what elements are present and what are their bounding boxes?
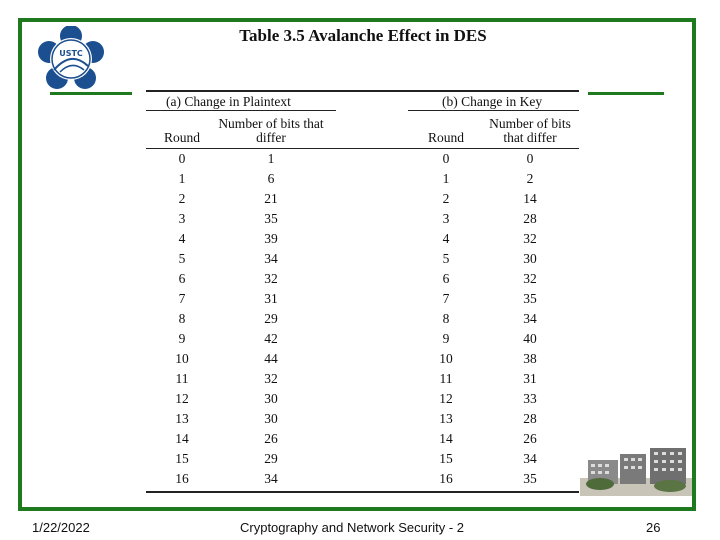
cell-round-b: 13 [439,411,453,426]
table-row [146,449,579,469]
cell-bits-a: 21 [264,191,278,206]
col-header-round-a: Round [163,130,200,145]
cell-bits-a: 1 [267,151,275,166]
column-header-row [146,111,579,148]
cell-round-a: 8 [178,311,186,326]
cell-bits-a: 30 [264,391,278,406]
cell-bits-b: 35 [523,291,537,306]
cell-round-a: 5 [178,251,186,266]
cell-round-b: 16 [439,471,453,486]
cell-bits-b: 31 [523,371,537,386]
cell-round-a: 13 [175,411,189,426]
cell-bits-a: 29 [264,311,278,326]
table-row [146,329,579,349]
cell-bits-b: 35 [523,471,537,486]
cell-bits-b: 34 [523,311,537,326]
cell-round-a: 4 [178,231,186,246]
col-header-bits-b: Number of bits that differ [489,116,571,145]
table-row [146,229,579,249]
cell-round-a: 2 [178,191,186,206]
cell-bits-b: 32 [523,231,537,246]
accent-rule-left [50,92,132,95]
slide-footer: Cryptography and Network Security - 2 [240,520,464,535]
cell-bits-a: 44 [264,351,278,366]
table-row [146,249,579,269]
table-row [146,369,579,389]
table-row [146,149,579,169]
table-row [146,409,579,429]
cell-round-b: 15 [439,451,453,466]
logo-text: USTC [59,49,83,58]
cell-round-a: 15 [175,451,189,466]
campus-photo [580,440,692,496]
cell-bits-a: 34 [264,471,278,486]
cell-bits-b: 0 [526,151,534,166]
cell-bits-a: 30 [264,411,278,426]
cell-round-b: 7 [442,291,450,306]
slide-date: 1/22/2022 [32,520,90,535]
cell-bits-a: 31 [264,291,278,306]
group-header-row [146,92,579,111]
cell-round-b: 1 [442,171,450,186]
cell-round-b: 2 [442,191,450,206]
group-label-plaintext: (a) Change in Plaintext [166,94,291,109]
cell-round-b: 3 [442,211,450,226]
col-header-bits-a: Number of bits that differ [218,116,324,145]
cell-round-a: 1 [178,171,186,186]
table-row [146,169,579,189]
cell-bits-b: 32 [523,271,537,286]
table-title: Table 3.5 Avalanche Effect in DES [239,26,487,45]
cell-round-b: 14 [439,431,453,446]
table-row [146,269,579,289]
cell-bits-a: 6 [267,171,275,186]
cell-bits-a: 34 [264,251,278,266]
cell-bits-a: 39 [264,231,278,246]
table-bottom-rule [146,491,579,493]
cell-round-b: 0 [442,151,450,166]
cell-bits-b: 26 [523,431,537,446]
university-logo [38,26,104,92]
table-row [146,189,579,209]
cell-bits-b: 38 [523,351,537,366]
table-body [146,149,579,489]
cell-round-b: 6 [442,271,450,286]
cell-round-a: 3 [178,211,186,226]
avalanche-table [146,90,579,493]
page-number: 26 [646,520,661,535]
accent-rule-right [588,92,664,95]
cell-round-a: 7 [178,291,186,306]
cell-round-a: 9 [178,331,186,346]
cell-bits-b: 30 [523,251,537,266]
table-row [146,349,579,369]
table-row [146,309,579,329]
cell-round-b: 11 [439,371,453,386]
cell-bits-a: 26 [264,431,278,446]
cell-round-a: 10 [175,351,189,366]
cell-round-a: 11 [175,371,189,386]
cell-bits-a: 32 [264,271,278,286]
cell-round-b: 10 [439,351,453,366]
cell-bits-b: 33 [523,391,537,406]
cell-round-a: 14 [175,431,189,446]
cell-round-b: 9 [442,331,450,346]
table-row [146,209,579,229]
cell-round-a: 16 [175,471,189,486]
cell-round-b: 12 [439,391,453,406]
cell-bits-b: 28 [523,211,537,226]
cell-bits-b: 28 [523,411,537,426]
group-label-key: (b) Change in Key [442,94,543,109]
cell-bits-b: 40 [523,331,537,346]
cell-round-b: 8 [442,311,450,326]
cell-bits-a: 42 [264,331,278,346]
table-row [146,389,579,409]
col-header-round-b: Round [427,130,464,145]
cell-bits-a: 29 [264,451,278,466]
cell-round-a: 6 [178,271,186,286]
table-row [146,429,579,449]
table-row [146,289,579,309]
cell-round-a: 0 [178,151,186,166]
cell-round-b: 4 [442,231,450,246]
cell-bits-b: 34 [523,451,537,466]
cell-bits-b: 2 [526,171,534,186]
cell-round-a: 12 [175,391,189,406]
cell-round-b: 5 [442,251,450,266]
cell-bits-b: 14 [523,191,537,206]
cell-bits-a: 32 [264,371,278,386]
cell-bits-a: 35 [264,211,278,226]
table-row [146,469,579,489]
